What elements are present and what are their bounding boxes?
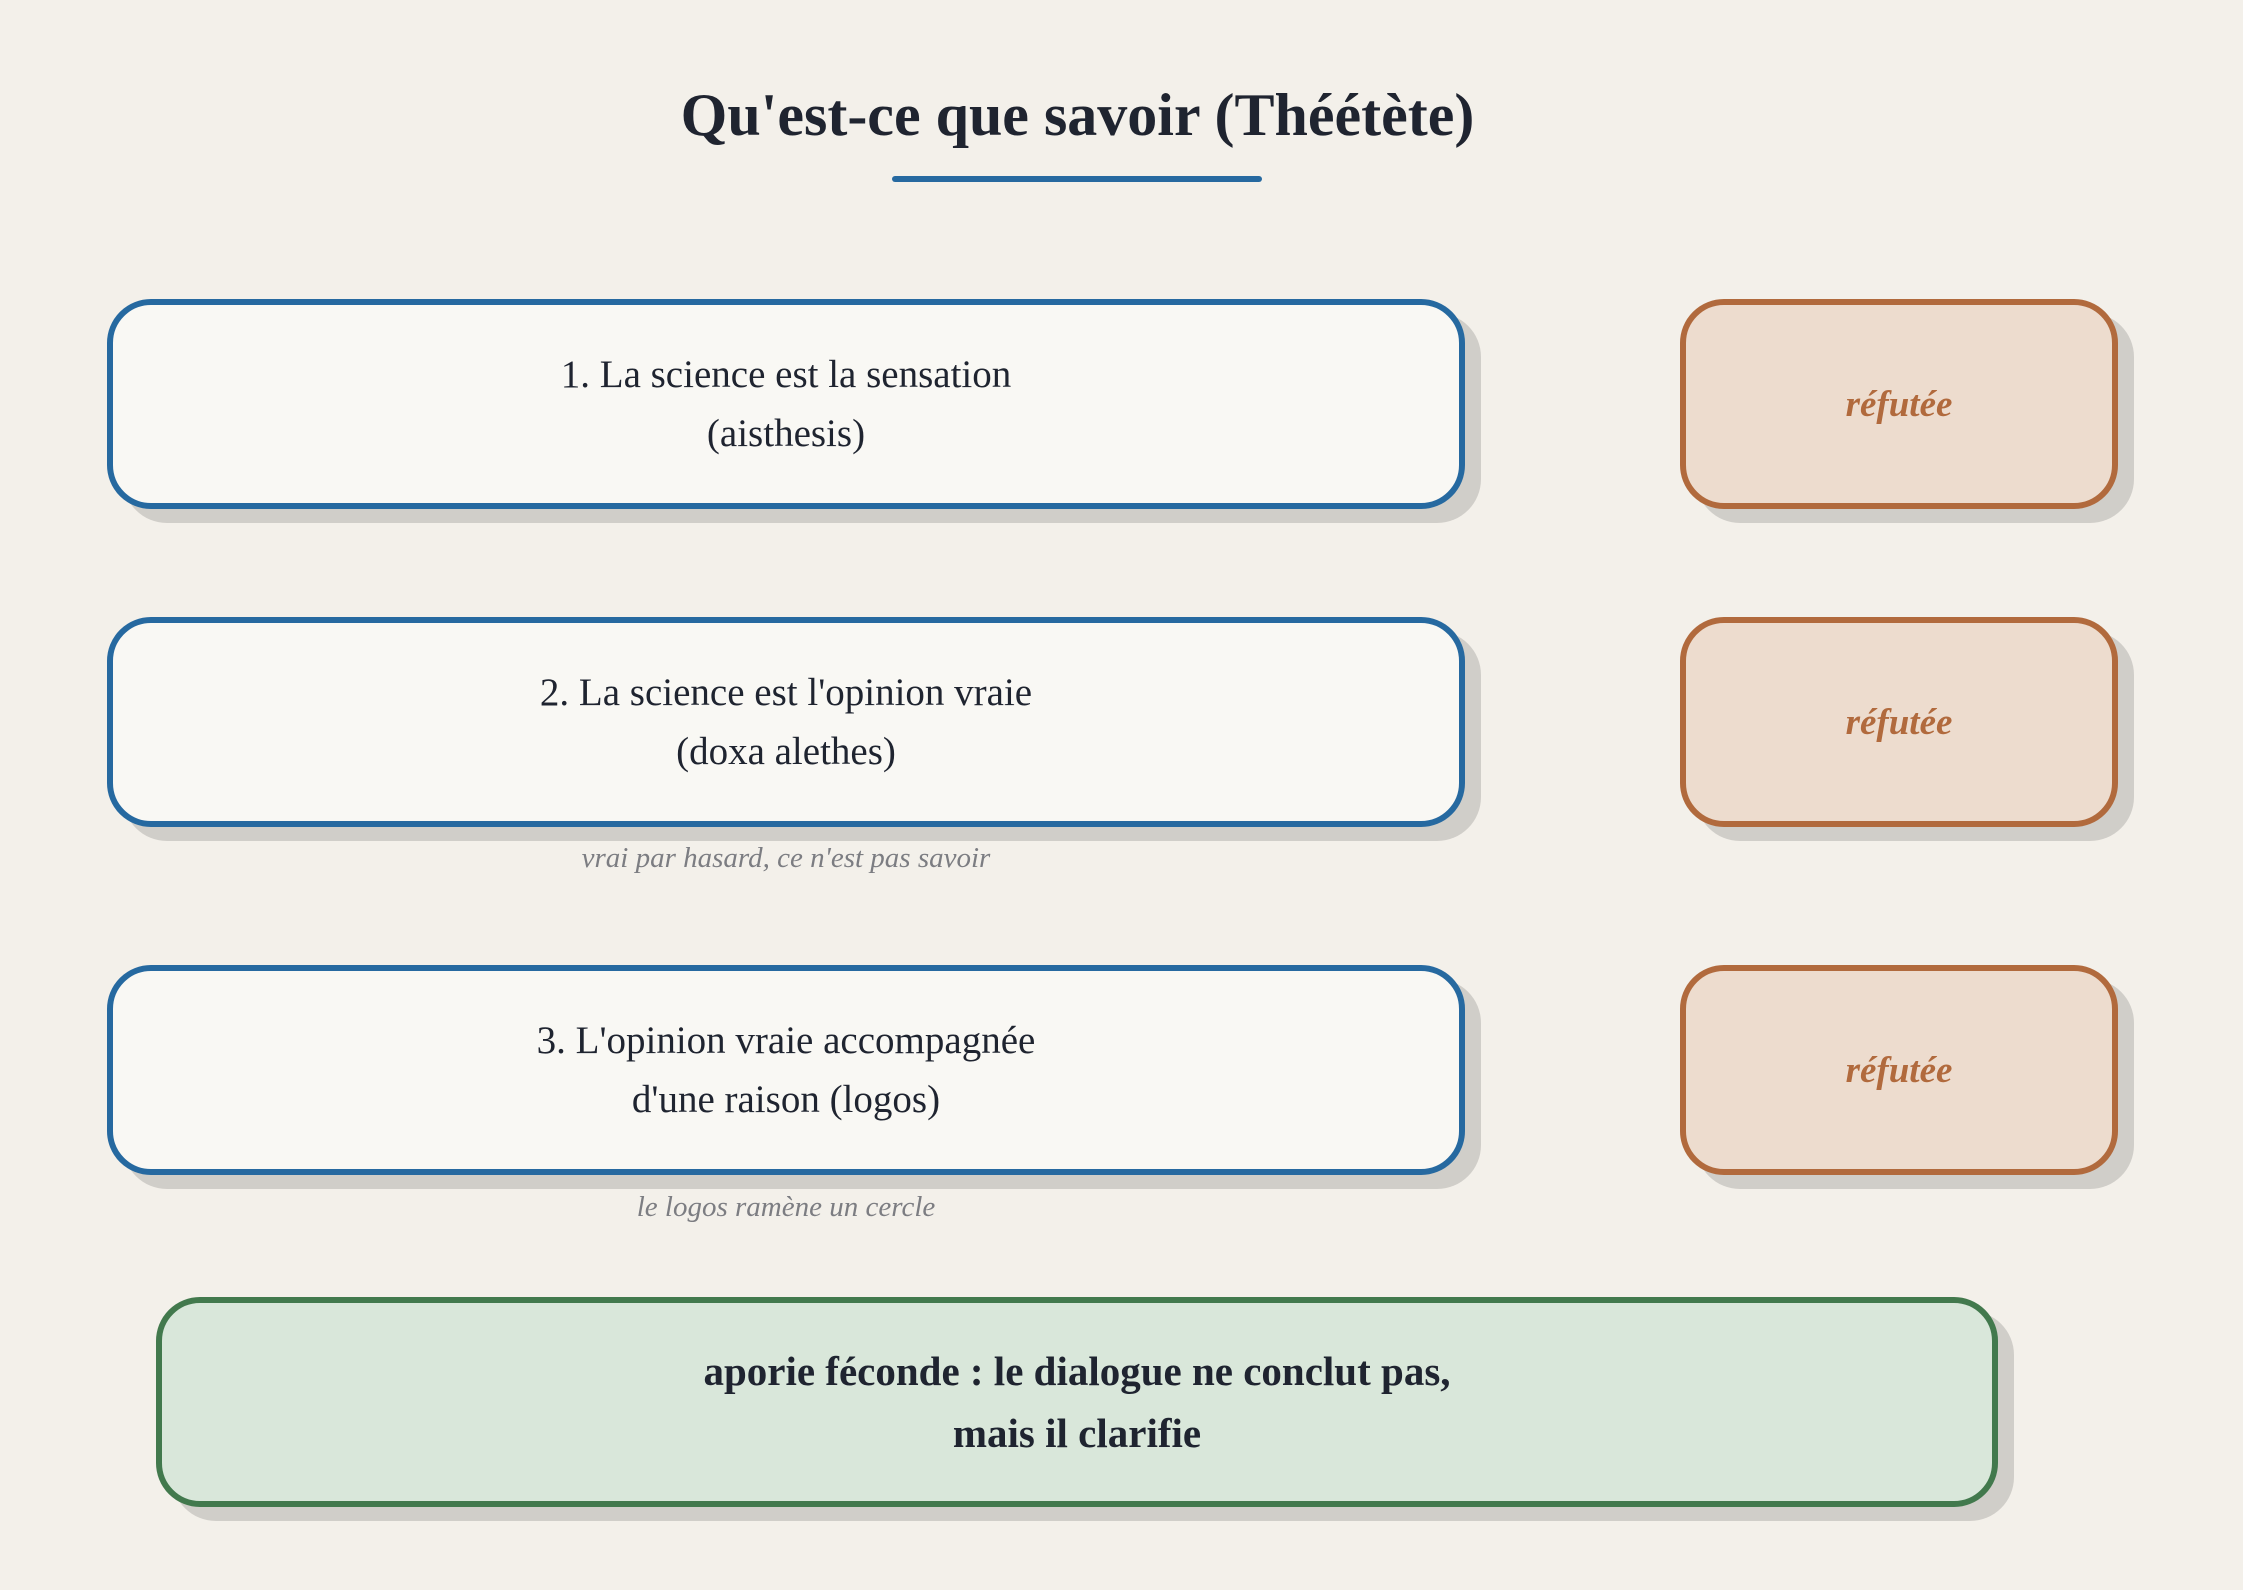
definition-note-3: le logos ramène un cercle xyxy=(636,1191,936,1223)
verdict-box-2 xyxy=(1680,617,2118,827)
definition-box-3 xyxy=(107,965,1465,1175)
definition-text-1: 1. La science est la sensation (aisthesis) xyxy=(560,353,1012,455)
conclusion-box xyxy=(156,1297,1998,1507)
conclusion-text: aporie féconde : le dialogue ne conclut pas, mais il clarifie xyxy=(703,1348,1451,1456)
definition-box-1 xyxy=(107,299,1465,509)
title-underline xyxy=(892,176,1262,182)
verdict-text-3: réfutée xyxy=(1845,1049,1953,1091)
verdict-box-3 xyxy=(1680,965,2118,1175)
verdict-text-1: réfutée xyxy=(1845,383,1953,425)
definition-text-3: 3. L'opinion vraie accompagnée d'une raison (logos) xyxy=(536,1019,1036,1121)
verdict-box-1 xyxy=(1680,299,2118,509)
definition-text-2: 2. La science est l'opinion vraie (doxa alethes) xyxy=(539,671,1033,773)
diagram-title: Qu'est-ce que savoir (Théétète) xyxy=(680,82,1475,148)
definition-note-2: vrai par hasard, ce n'est pas savoir xyxy=(581,842,991,874)
verdict-text-2: réfutée xyxy=(1845,701,1953,743)
definition-box-2 xyxy=(107,617,1465,827)
